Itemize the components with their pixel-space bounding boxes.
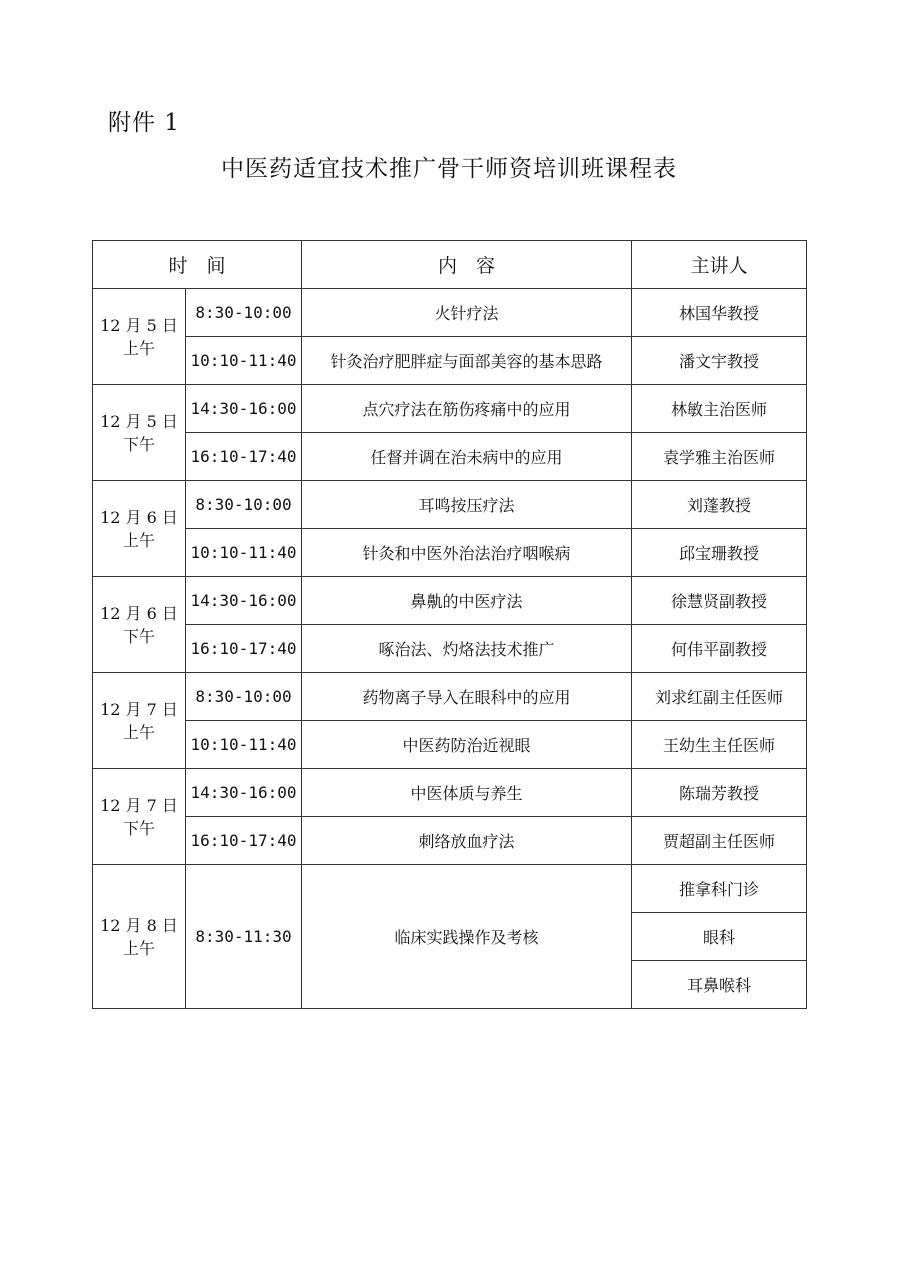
table-row (93, 673, 807, 721)
session-time: 10:10-11:40 (186, 529, 302, 577)
table-row (93, 529, 807, 577)
session-speaker: 耳鼻喉科 (632, 961, 807, 1009)
session-time: 8:30-10:00 (186, 481, 302, 529)
day-date: 12 月 6 日 (100, 507, 178, 527)
session-speaker: 贾超副主任医师 (632, 817, 807, 865)
session-speaker: 林国华教授 (632, 289, 807, 337)
session-content: 针灸治疗肥胖症与面部美容的基本思路 (302, 337, 632, 385)
day-date: 12 月 6 日 (100, 603, 178, 623)
day-cell (93, 769, 186, 865)
day-date: 12 月 5 日 (100, 411, 178, 431)
session-content: 药物离子导入在眼科中的应用 (302, 673, 632, 721)
session-content: 啄治法、灼烙法技术推广 (302, 625, 632, 673)
day-date: 12 月 8 日 (100, 915, 178, 935)
day-date: 12 月 7 日 (100, 699, 178, 719)
session-content: 刺络放血疗法 (302, 817, 632, 865)
header-row (93, 241, 807, 289)
session-content: 点穴疗法在筋伤疼痛中的应用 (302, 385, 632, 433)
table-row (93, 433, 807, 481)
session-time: 16:10-17:40 (186, 625, 302, 673)
day-cell (93, 577, 186, 673)
session-content: 针灸和中医外治法治疗咽喉病 (302, 529, 632, 577)
day-period: 下午 (122, 434, 155, 454)
table-row (93, 481, 807, 529)
session-content: 鼻鼽的中医疗法 (302, 577, 632, 625)
session-speaker: 袁学雅主治医师 (632, 433, 807, 481)
session-speaker: 何伟平副教授 (632, 625, 807, 673)
session-speaker: 王幼生主任医师 (632, 721, 807, 769)
day-period: 下午 (122, 818, 155, 838)
session-time: 16:10-17:40 (186, 433, 302, 481)
table-row (93, 769, 807, 817)
session-content: 中医药防治近视眼 (302, 721, 632, 769)
session-speaker: 刘蓬教授 (632, 481, 807, 529)
session-time: 14:30-16:00 (186, 769, 302, 817)
session-time: 8:30-10:00 (186, 673, 302, 721)
session-speaker: 徐慧贤副教授 (632, 577, 807, 625)
table-row (93, 289, 807, 337)
day-cell (93, 481, 186, 577)
day-date: 12 月 5 日 (100, 315, 178, 335)
day-cell (93, 385, 186, 481)
day-cell (93, 289, 186, 385)
session-time: 10:10-11:40 (186, 721, 302, 769)
session-content: 临床实践操作及考核 (302, 865, 632, 1009)
session-time: 14:30-16:00 (186, 577, 302, 625)
header-speaker: 主讲人 (632, 241, 807, 289)
day-date: 12 月 7 日 (100, 795, 178, 815)
table-row (93, 577, 807, 625)
session-time: 8:30-11:30 (186, 865, 302, 1009)
session-speaker: 眼科 (632, 913, 807, 961)
session-speaker: 推拿科门诊 (632, 865, 807, 913)
day-cell (93, 865, 186, 1009)
session-time: 14:30-16:00 (186, 385, 302, 433)
session-content: 火针疗法 (302, 289, 632, 337)
header-content: 内 容 (302, 241, 632, 289)
page-title: 中医药适宜技术推广骨干师资培训班课程表 (221, 156, 677, 182)
day-period: 下午 (122, 626, 155, 646)
header-time: 时 间 (93, 241, 302, 289)
session-time: 16:10-17:40 (186, 817, 302, 865)
session-time: 10:10-11:40 (186, 337, 302, 385)
session-speaker: 邱宝珊教授 (632, 529, 807, 577)
session-speaker: 潘文宇教授 (632, 337, 807, 385)
day-cell (93, 673, 186, 769)
table-row (93, 865, 807, 913)
day-period: 上午 (122, 530, 155, 550)
day-period: 上午 (122, 722, 155, 742)
session-content: 任督并调在治未病中的应用 (302, 433, 632, 481)
table-row (93, 385, 807, 433)
course-schedule-table (92, 240, 807, 1009)
attachment-label: 附件 1 (108, 110, 180, 136)
table-row (93, 721, 807, 769)
day-period: 上午 (122, 338, 155, 358)
session-speaker: 刘求红副主任医师 (632, 673, 807, 721)
table-row (93, 817, 807, 865)
day-period: 上午 (122, 938, 155, 958)
session-speaker: 陈瑞芳教授 (632, 769, 807, 817)
table-row (93, 337, 807, 385)
session-speaker: 林敏主治医师 (632, 385, 807, 433)
session-time: 8:30-10:00 (186, 289, 302, 337)
session-content: 耳鸣按压疗法 (302, 481, 632, 529)
table-row (93, 625, 807, 673)
session-content: 中医体质与养生 (302, 769, 632, 817)
